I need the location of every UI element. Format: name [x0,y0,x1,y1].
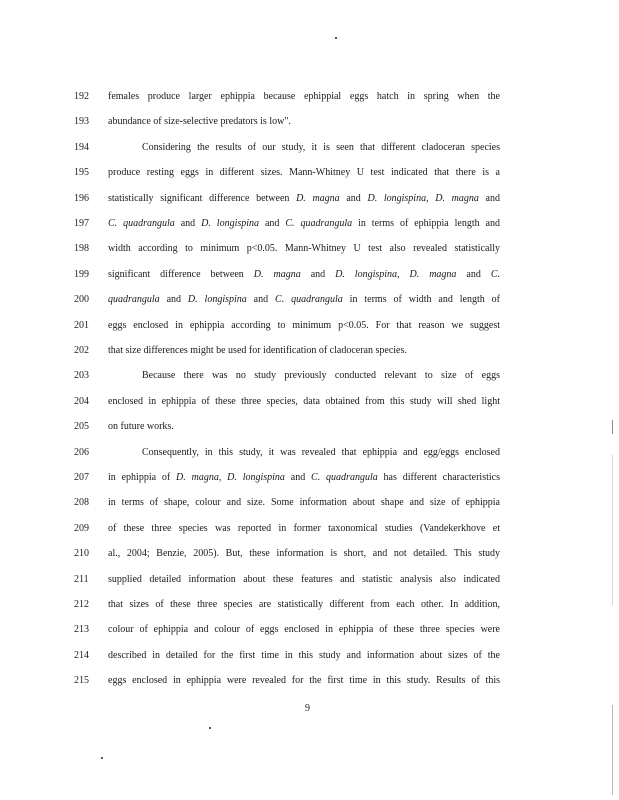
line-number: 212 [74,599,89,610]
species-name: C. [490,268,500,280]
species-name: D. longispina [367,192,427,204]
line-text [108,417,500,437]
species-name: C. quadrangula [108,218,175,229]
text-segment: and [284,472,312,483]
species-name: D. longispina [201,218,260,229]
scan-speck [101,757,103,759]
text-segment: and [246,294,276,306]
text-segment: abundance of size-selective predators is low". [108,116,291,128]
text-segment: colour of ephippia and colour of eggs enclosed in ephippia of these three species were [108,624,500,636]
line-text [108,290,500,310]
text-segment: females produce larger ephippia because ephippial eggs hatch in spring when the [108,91,500,102]
species-name: quadrangula [108,294,160,306]
species-name: D. magna [253,268,301,280]
text-segment: produce resting eggs in different sizes. Mann-Whitney U test indicated that there is a [108,167,500,179]
text-segment: in ephippia of [108,472,177,483]
line-number: 197 [74,218,89,229]
species-name: C. quadrangula [275,294,343,306]
text-segment: that sizes of these three species are statistically different from each other. In addition, [108,599,500,610]
line-text [108,671,500,691]
scan-edge-mark [612,455,613,605]
line-number: 200 [74,294,89,306]
text-segment: supplied detailed information about these features and statistic analysis also indicated [108,573,500,585]
line-number: 199 [74,268,89,280]
line-text [142,443,500,463]
text-segment: Considering the results of our study, it is seen that different cladoceran species [142,141,500,153]
species-name: C. quadrangula [311,472,378,483]
line-number: 202 [74,345,89,356]
line-text [108,646,500,666]
text-segment: significant difference between [108,268,254,280]
text-segment: statistically significant difference between [108,192,297,204]
line-text [108,544,500,564]
line-number: 201 [74,319,89,331]
text-segment: and [478,192,500,204]
line-text [108,189,500,209]
line-text [108,214,500,234]
line-text [108,112,500,132]
line-text [108,392,500,412]
text-segment: on future works. [108,421,174,433]
text-segment: described in detailed for the first time in this study and information about sizes of the [108,649,500,661]
species-name: C. quadrangula [285,218,353,229]
line-number: 211 [74,573,89,585]
scan-edge-mark [612,705,613,795]
text-segment: and [159,294,188,306]
scan-speck [209,727,211,729]
species-name: D. magna [409,268,457,280]
line-text [108,163,500,183]
text-segment: Consequently, in this study, it was revealed that ephippia and egg/eggs enclosed [142,446,500,458]
line-number: 192 [74,91,89,102]
line-number: 203 [74,370,89,382]
line-number: 194 [74,141,89,153]
line-text [108,468,500,488]
species-name: D. magna, D. longispina [176,472,285,483]
line-number: 204 [74,395,89,407]
text-segment: in terms of width and length of [342,294,500,306]
text-segment: eggs enclosed in ephippia were revealed for the first time in this study. Results of this [108,675,500,687]
line-text [108,620,500,640]
line-number: 214 [74,649,89,661]
line-text [108,493,500,513]
text-segment: of these three species was reported in former taxonomical studies (Vandekerkhove et [108,522,500,534]
line-number: 215 [74,675,89,687]
line-text [108,87,500,107]
text-segment: and [174,218,202,229]
species-name: D. longispina [335,268,398,280]
text-segment: Because there was no study previously conducted relevant to size of eggs [142,370,500,382]
line-number: 196 [74,192,89,204]
text-segment: , [426,192,436,204]
scan-speck [335,37,337,39]
text-segment: enclosed in ephippia of these three species, data obtained from this study will shed light [108,395,500,407]
line-number: 205 [74,421,89,433]
species-name: D. longispina [187,294,247,306]
line-text [108,316,500,336]
line-number: 208 [74,497,89,509]
text-segment: al., 2004; Benzie, 2005). But, these information is short, and not detailed. This study [108,548,500,560]
line-text [142,366,500,386]
line-number: 193 [74,116,89,128]
line-text [108,570,500,590]
line-number: 213 [74,624,89,636]
species-name: D. magna [296,192,340,204]
line-text [108,519,500,539]
text-segment: eggs enclosed in ephippia according to minimum p<0.05. For that reason we suggest [108,319,500,331]
line-text [108,239,500,259]
text-segment: in terms of ephippia length and [352,218,500,229]
text-segment: and [300,268,336,280]
text-segment: , [397,268,410,280]
line-number: 195 [74,167,89,179]
text-segment: in terms of shape, colour and size. Some information about shape and size of ephippia [108,497,500,509]
page-number: 9 [305,703,310,714]
line-text [108,595,500,615]
line-number: 209 [74,522,89,534]
line-number: 210 [74,548,89,560]
text-segment: width according to minimum p<0.05. Mann-Whitney U test also revealed statistically [108,243,500,255]
line-number: 206 [74,446,89,458]
species-name: D. magna [435,192,479,204]
line-number: 207 [74,472,89,483]
text-segment: that size differences might be used for identification of cladoceran species. [108,345,407,356]
text-segment: and [456,268,491,280]
line-number: 198 [74,243,89,255]
text-segment: has different characteristics [377,472,500,483]
scan-edge-mark [612,420,613,434]
line-text [108,341,500,361]
text-segment: and [259,218,286,229]
line-text [142,138,500,158]
line-text [108,265,500,285]
text-segment: and [339,192,368,204]
